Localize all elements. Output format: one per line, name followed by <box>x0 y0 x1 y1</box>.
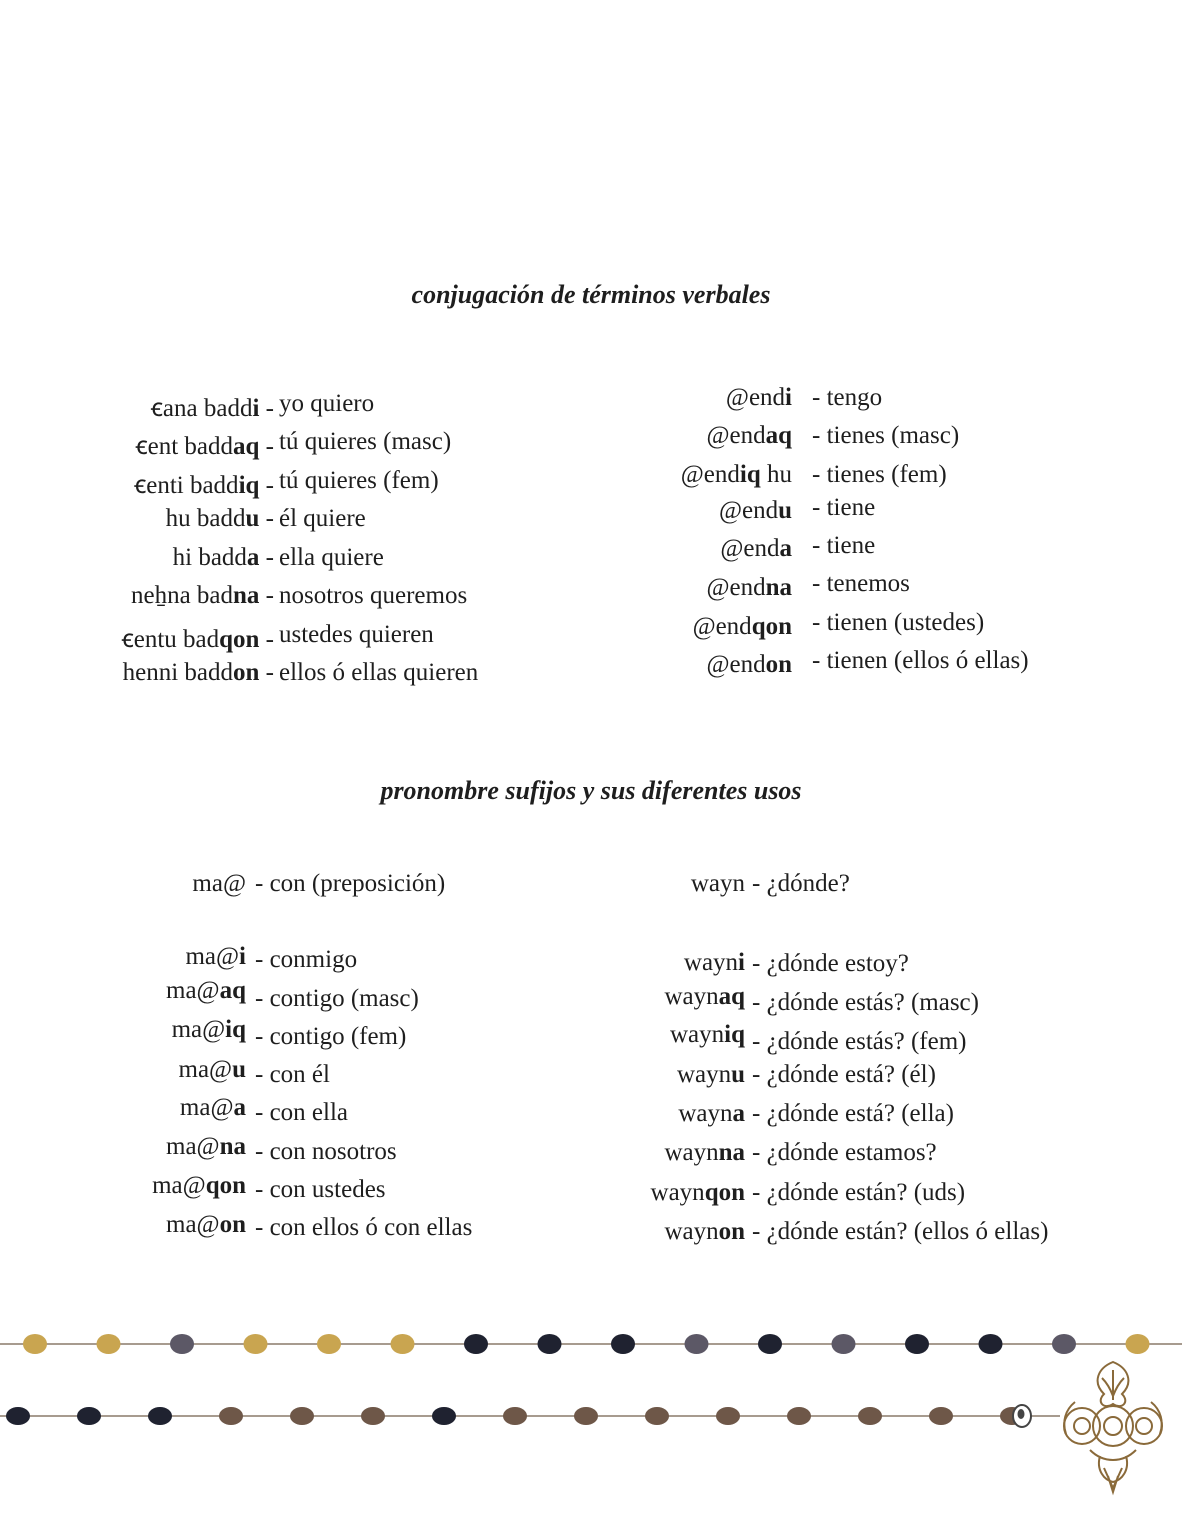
term-suffix: qon <box>704 1179 745 1206</box>
bottom-beads <box>6 1407 1024 1425</box>
list-item-meaning: - ¿dónde estás? (masc) <box>752 989 979 1016</box>
list-item <box>122 621 274 655</box>
list-item <box>173 544 274 572</box>
bead-navy <box>77 1407 101 1425</box>
list-item <box>134 467 274 501</box>
bead-string-decoration <box>0 1300 1182 1530</box>
list-item <box>664 1139 745 1167</box>
list-item <box>151 390 274 424</box>
term-extra: - <box>259 505 274 532</box>
bead-gold <box>391 1334 415 1354</box>
list-item-meaning: ellos ó ellas quieren <box>279 659 479 686</box>
term-suffix: aq <box>765 422 792 449</box>
list-item-meaning: nosotros queremos <box>279 582 468 609</box>
term-stem: wayn <box>683 949 739 976</box>
section-heading-suffixes: pronombre sufijos y sus diferentes usos <box>380 776 802 805</box>
bead-gold <box>317 1334 341 1354</box>
term-stem: neẖna bad <box>130 582 234 609</box>
term-suffix: i <box>252 395 260 422</box>
list-item-meaning: - ¿dónde está? (él) <box>752 1061 936 1088</box>
bead-gold <box>244 1334 268 1354</box>
term-suffix: iq <box>225 1016 246 1043</box>
term-stem: wayn <box>690 870 745 897</box>
term-suffix: a <box>246 544 260 571</box>
term-suffix: iq <box>724 1021 745 1048</box>
term-stem: ma@ <box>166 1211 220 1238</box>
term-stem: @end <box>706 574 766 601</box>
term-suffix: qon <box>205 1172 246 1199</box>
bead-navy <box>432 1407 456 1425</box>
bead-navy <box>464 1334 488 1354</box>
term-suffix: qon <box>751 613 792 640</box>
term-suffix: on <box>233 659 260 686</box>
list-item <box>681 461 792 489</box>
term-suffix: aq <box>718 983 745 1010</box>
list-item <box>706 574 792 602</box>
list-item <box>706 651 792 679</box>
term-stem: ma@ <box>166 1133 220 1160</box>
term-stem: @end <box>692 613 752 640</box>
list-item-meaning: - tienen (ustedes) <box>812 609 985 636</box>
list-item <box>136 428 274 462</box>
list-item <box>664 1218 745 1246</box>
term-suffix: na <box>233 582 260 609</box>
list-item-meaning: - ¿dónde? <box>752 870 850 897</box>
list-item-meaning: ustedes quieren <box>279 621 434 648</box>
term-extra: - <box>259 582 274 609</box>
term-suffix: na <box>718 1139 745 1166</box>
term-stem: @end <box>718 497 779 524</box>
term-suffix: iq <box>739 461 761 488</box>
bead-navy <box>905 1334 929 1354</box>
list-item-meaning: - tienen (ellos ó ellas) <box>812 647 1029 674</box>
term-stem: ma@ <box>152 1172 206 1199</box>
list-item <box>166 1133 246 1161</box>
term-suffix: a <box>732 1100 745 1127</box>
list-item <box>131 582 274 610</box>
list-item-meaning: - tiene <box>812 532 876 559</box>
list-item-meaning: - con (preposición) <box>255 870 446 897</box>
term-stem: wayn <box>664 1139 719 1166</box>
term-suffix: aq <box>233 433 260 460</box>
term-stem: @end <box>680 461 740 488</box>
list-item <box>179 1056 246 1084</box>
term-stem: wayn <box>650 1179 705 1206</box>
term-suffix: u <box>731 1061 745 1088</box>
list-item-meaning: tú quieres (fem) <box>279 467 439 494</box>
term-suffix: na <box>765 574 792 601</box>
term-stem: @end <box>725 384 786 411</box>
bead-brown <box>858 1407 882 1425</box>
list-item-meaning: yo quiero <box>279 390 375 417</box>
term-stem: ma@ <box>171 1016 226 1043</box>
ornament-icon <box>1064 1362 1162 1492</box>
list-item-meaning: tú quieres (masc) <box>279 428 452 455</box>
list-item-meaning: - con ustedes <box>255 1176 386 1203</box>
bead-slate <box>685 1334 709 1354</box>
bead-slate <box>170 1334 194 1354</box>
list-item-meaning: - con ellos ó con ellas <box>255 1214 473 1241</box>
term-suffix: on <box>718 1218 745 1245</box>
term-stem: wayn <box>669 1021 725 1048</box>
term-stem: ꞓana badd <box>150 395 253 422</box>
list-item-meaning: - ¿dónde están? (ellos ó ellas) <box>752 1218 1049 1245</box>
term-stem: ma@ <box>166 977 220 1004</box>
term-suffix: a <box>779 535 792 562</box>
list-item <box>693 613 792 641</box>
term-extra: hu <box>760 461 792 488</box>
term-extra: - <box>259 659 274 686</box>
bead-navy <box>148 1407 172 1425</box>
term-suffix: i <box>738 949 745 976</box>
term-stem: ꞓent badd <box>135 433 234 460</box>
bead-brown <box>290 1407 314 1425</box>
term-extra: - <box>259 395 274 422</box>
bead-navy <box>979 1334 1003 1354</box>
term-stem: henni badd <box>122 659 234 686</box>
list-item <box>651 1179 745 1207</box>
term-stem: @end <box>706 651 766 678</box>
list-item-meaning: - con ella <box>255 1099 349 1126</box>
term-stem: ma@ <box>179 1094 234 1121</box>
term-suffix: i <box>785 384 792 411</box>
term-stem: ꞓenti badd <box>134 472 239 499</box>
term-stem: ma@ <box>178 1056 233 1083</box>
list-item-meaning: - tienes (fem) <box>812 461 947 488</box>
term-stem: ma@ <box>185 943 240 970</box>
list-item <box>152 1172 246 1200</box>
term-suffix: na <box>219 1133 246 1160</box>
list-item-meaning: - ¿dónde están? (uds) <box>752 1179 966 1206</box>
list-item <box>670 1021 745 1049</box>
bead-navy <box>6 1407 30 1425</box>
term-stem: wayn <box>664 983 719 1010</box>
list-item <box>192 870 246 898</box>
list-item-meaning: él quiere <box>279 505 366 532</box>
list-item <box>166 977 246 1005</box>
term-suffix: aq <box>219 977 246 1004</box>
bead-brown <box>503 1407 527 1425</box>
term-extra: - <box>259 544 274 571</box>
term-suffix: i <box>239 943 246 970</box>
small-charm-icon <box>1013 1405 1031 1427</box>
bead-navy <box>611 1334 635 1354</box>
term-suffix: on <box>219 1211 246 1238</box>
term-suffix: a <box>233 1094 246 1121</box>
list-item <box>706 422 792 450</box>
bead-gold <box>97 1334 121 1354</box>
list-item <box>677 1061 745 1089</box>
list-item <box>185 943 246 971</box>
list-item-meaning: - ¿dónde está? (ella) <box>752 1100 954 1127</box>
term-suffix: iq <box>238 472 260 499</box>
bead-brown <box>787 1407 811 1425</box>
bead-slate <box>1052 1334 1076 1354</box>
list-item-meaning: - ¿dónde estamos? <box>752 1139 937 1166</box>
bead-slate <box>832 1334 856 1354</box>
bead-brown <box>361 1407 385 1425</box>
term-extra: - <box>259 433 274 460</box>
list-item-meaning: - con nosotros <box>255 1138 397 1165</box>
term-extra: - <box>259 472 274 499</box>
list-item-meaning: - tiene <box>812 494 876 521</box>
list-item <box>166 1211 246 1239</box>
list-item <box>123 659 274 687</box>
list-item <box>172 1016 246 1044</box>
bead-navy <box>538 1334 562 1354</box>
list-item <box>678 1100 745 1128</box>
bead-gold <box>1126 1334 1150 1354</box>
term-stem: ma@ <box>192 870 246 897</box>
list-item <box>691 870 745 898</box>
term-stem: @end <box>706 422 766 449</box>
list-item-meaning: - contigo (masc) <box>255 985 419 1012</box>
term-extra: - <box>259 626 274 653</box>
list-item-meaning: ella quiere <box>279 544 384 571</box>
list-item-meaning: - ¿dónde estás? (fem) <box>752 1028 967 1055</box>
term-suffix: u <box>778 497 792 524</box>
bead-gold <box>23 1334 47 1354</box>
term-stem: hi badd <box>172 544 247 571</box>
term-stem: @end <box>720 535 780 562</box>
list-item <box>180 1094 246 1122</box>
list-item-meaning: - tenemos <box>812 570 910 597</box>
bead-brown <box>219 1407 243 1425</box>
list-item <box>720 535 792 563</box>
list-item-meaning: - con él <box>255 1061 330 1088</box>
bead-brown <box>929 1407 953 1425</box>
list-item <box>684 949 745 977</box>
list-item <box>719 497 792 525</box>
list-item <box>664 983 745 1011</box>
term-suffix: qon <box>219 626 260 653</box>
list-item-meaning: - tengo <box>812 384 883 411</box>
term-stem: ꞓentu bad <box>121 626 220 653</box>
list-item <box>166 505 274 533</box>
term-suffix: on <box>765 651 792 678</box>
list-item-meaning: - contigo (fem) <box>255 1023 407 1050</box>
term-suffix: u <box>232 1056 246 1083</box>
bead-brown <box>716 1407 740 1425</box>
term-stem: wayn <box>678 1100 733 1127</box>
term-stem: wayn <box>676 1061 732 1088</box>
list-item-meaning: - ¿dónde estoy? <box>752 950 909 977</box>
list-item-meaning: - tienes (masc) <box>812 422 960 449</box>
bead-brown <box>645 1407 669 1425</box>
bead-brown <box>574 1407 598 1425</box>
term-suffix: u <box>245 505 260 532</box>
term-stem: wayn <box>664 1218 719 1245</box>
section-heading-verbs: conjugación de términos verbales <box>411 280 771 309</box>
list-item <box>726 384 792 412</box>
list-item-meaning: - conmigo <box>255 946 358 973</box>
term-stem: hu badd <box>165 505 246 532</box>
bead-navy <box>758 1334 782 1354</box>
